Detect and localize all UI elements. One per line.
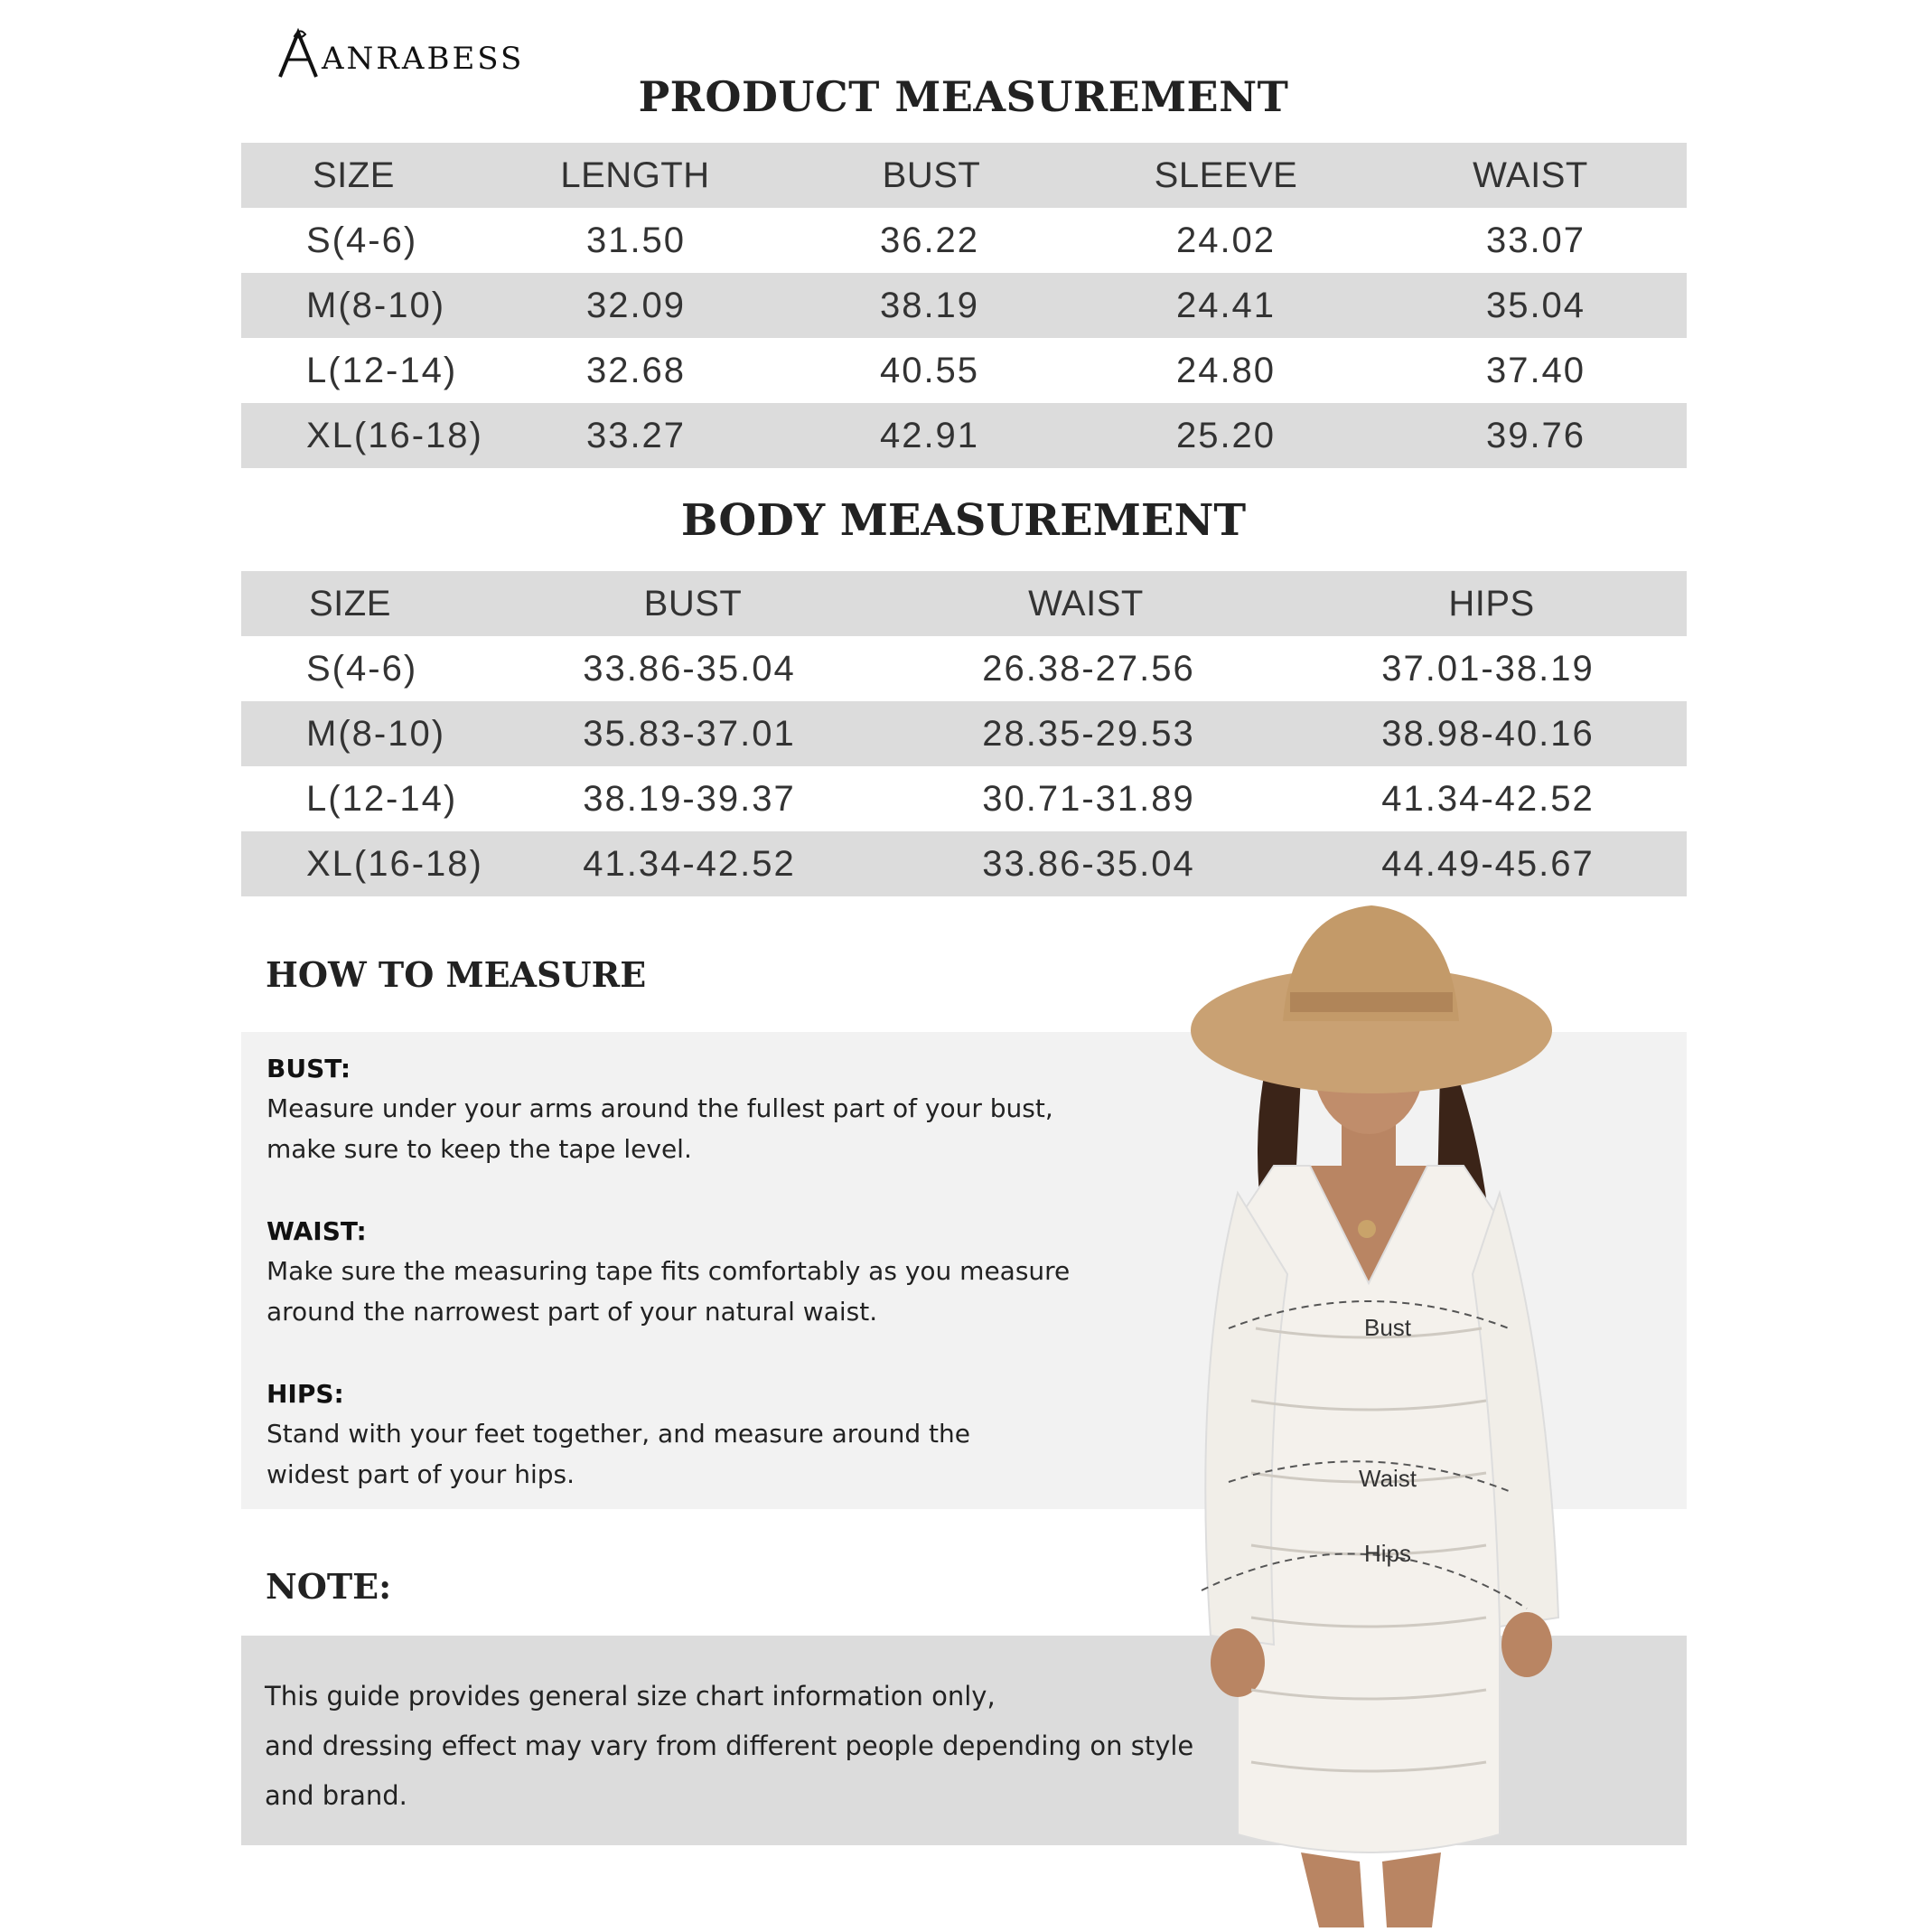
size-cell: XL(16-18) [306,416,483,455]
bust-cell: 38.19-39.37 [583,779,796,819]
how-to-measure-title: HOW TO MEASURE [266,954,647,995]
hips-cell: 44.49-45.67 [1381,844,1595,884]
size-cell: XL(16-18) [306,844,483,884]
header-sleeve: SLEEVE [1154,155,1298,195]
size-cell: L(12-14) [306,351,458,390]
waist-marker-label: Waist [1359,1465,1417,1492]
product-measurement-title: PRODUCT MEASUREMENT [638,72,1289,121]
table-row [241,403,1687,468]
instruction-line: Stand with your feet together, and measure around the [267,1419,970,1449]
instruction-line: around the narrowest part of your natural waist. [267,1297,878,1327]
header-bust: BUST [643,584,743,624]
model-illustration [1138,895,1608,1927]
size-cell: M(8-10) [306,286,446,325]
waist-cell: 30.71-31.89 [982,779,1195,819]
bust-cell: 33.86-35.04 [583,649,796,689]
brand-monogram-icon [276,27,323,78]
table-header-row [241,143,1687,208]
waist-cell: 33.07 [1485,220,1586,260]
waist-cell: 28.35-29.53 [982,714,1195,754]
table-row [241,701,1687,766]
table-row [241,273,1687,338]
table-row [241,208,1687,273]
header-size: SIZE [309,584,391,624]
hips-marker-label: Hips [1364,1540,1412,1567]
hips-label: HIPS: [267,1379,344,1409]
body-measurement-title: BODY MEASUREMENT [680,495,1247,546]
waist-label: WAIST: [267,1216,367,1246]
table-header-row [241,571,1687,636]
header-waist: WAIST [1028,584,1144,624]
bust-instructions [267,1088,1053,1169]
product-measurement-table [241,143,1687,468]
model-photo [1138,895,1608,1927]
bust-cell: 36.22 [879,220,980,260]
size-cell: S(4-6) [306,649,418,689]
table-row [241,338,1687,403]
header-waist: WAIST [1473,155,1588,195]
hips-cell: 37.01-38.19 [1381,649,1595,689]
bust-cell: 38.19 [879,286,980,325]
sleeve-cell: 24.80 [1175,351,1277,390]
bust-cell: 42.91 [879,416,980,455]
waist-cell: 39.76 [1485,416,1586,455]
waist-cell: 26.38-27.56 [982,649,1195,689]
length-cell: 31.50 [585,220,687,260]
bust-cell: 41.34-42.52 [583,844,796,884]
instruction-line: Make sure the measuring tape fits comfortably as you measure [267,1256,1071,1286]
bust-label: BUST: [267,1054,351,1083]
size-cell: S(4-6) [306,220,418,260]
instruction-line: widest part of your hips. [267,1459,575,1489]
note-line: and dressing effect may vary from different people depending on style [265,1730,1194,1761]
size-cell: L(12-14) [306,779,458,819]
note-line: This guide provides general size chart information only, [265,1681,996,1712]
table-row [241,636,1687,701]
sleeve-cell: 25.20 [1175,416,1277,455]
header-bust: BUST [882,155,981,195]
bust-marker-label: Bust [1364,1314,1412,1341]
body-measurement-table [241,571,1687,896]
instruction-line: make sure to keep the tape level. [267,1134,692,1164]
waist-cell: 35.04 [1485,286,1586,325]
sleeve-cell: 24.41 [1175,286,1277,325]
hips-cell: 38.98-40.16 [1381,714,1595,754]
hips-cell: 41.34-42.52 [1381,779,1595,819]
waist-instructions [267,1251,1070,1332]
length-cell: 32.68 [585,351,687,390]
waist-cell: 37.40 [1485,351,1586,390]
waist-cell: 33.86-35.04 [982,844,1195,884]
header-length: LENGTH [560,155,710,195]
sleeve-cell: 24.02 [1175,220,1277,260]
note-line: and brand. [265,1780,407,1811]
bust-cell: 40.55 [879,351,980,390]
note-text [265,1672,1193,1821]
bust-cell: 35.83-37.01 [583,714,796,754]
brand-logo [276,23,524,78]
note-title: NOTE: [266,1566,392,1607]
instruction-line: Measure under your arms around the fullest part of your bust, [267,1093,1053,1123]
header-hips: HIPS [1448,584,1535,624]
brand-name: ANRABESS [322,41,525,77]
table-row [241,831,1687,896]
header-size: SIZE [313,155,395,195]
length-cell: 32.09 [585,286,687,325]
table-row [241,766,1687,831]
length-cell: 33.27 [585,416,687,455]
hips-instructions [267,1413,970,1495]
size-cell: M(8-10) [306,714,446,754]
